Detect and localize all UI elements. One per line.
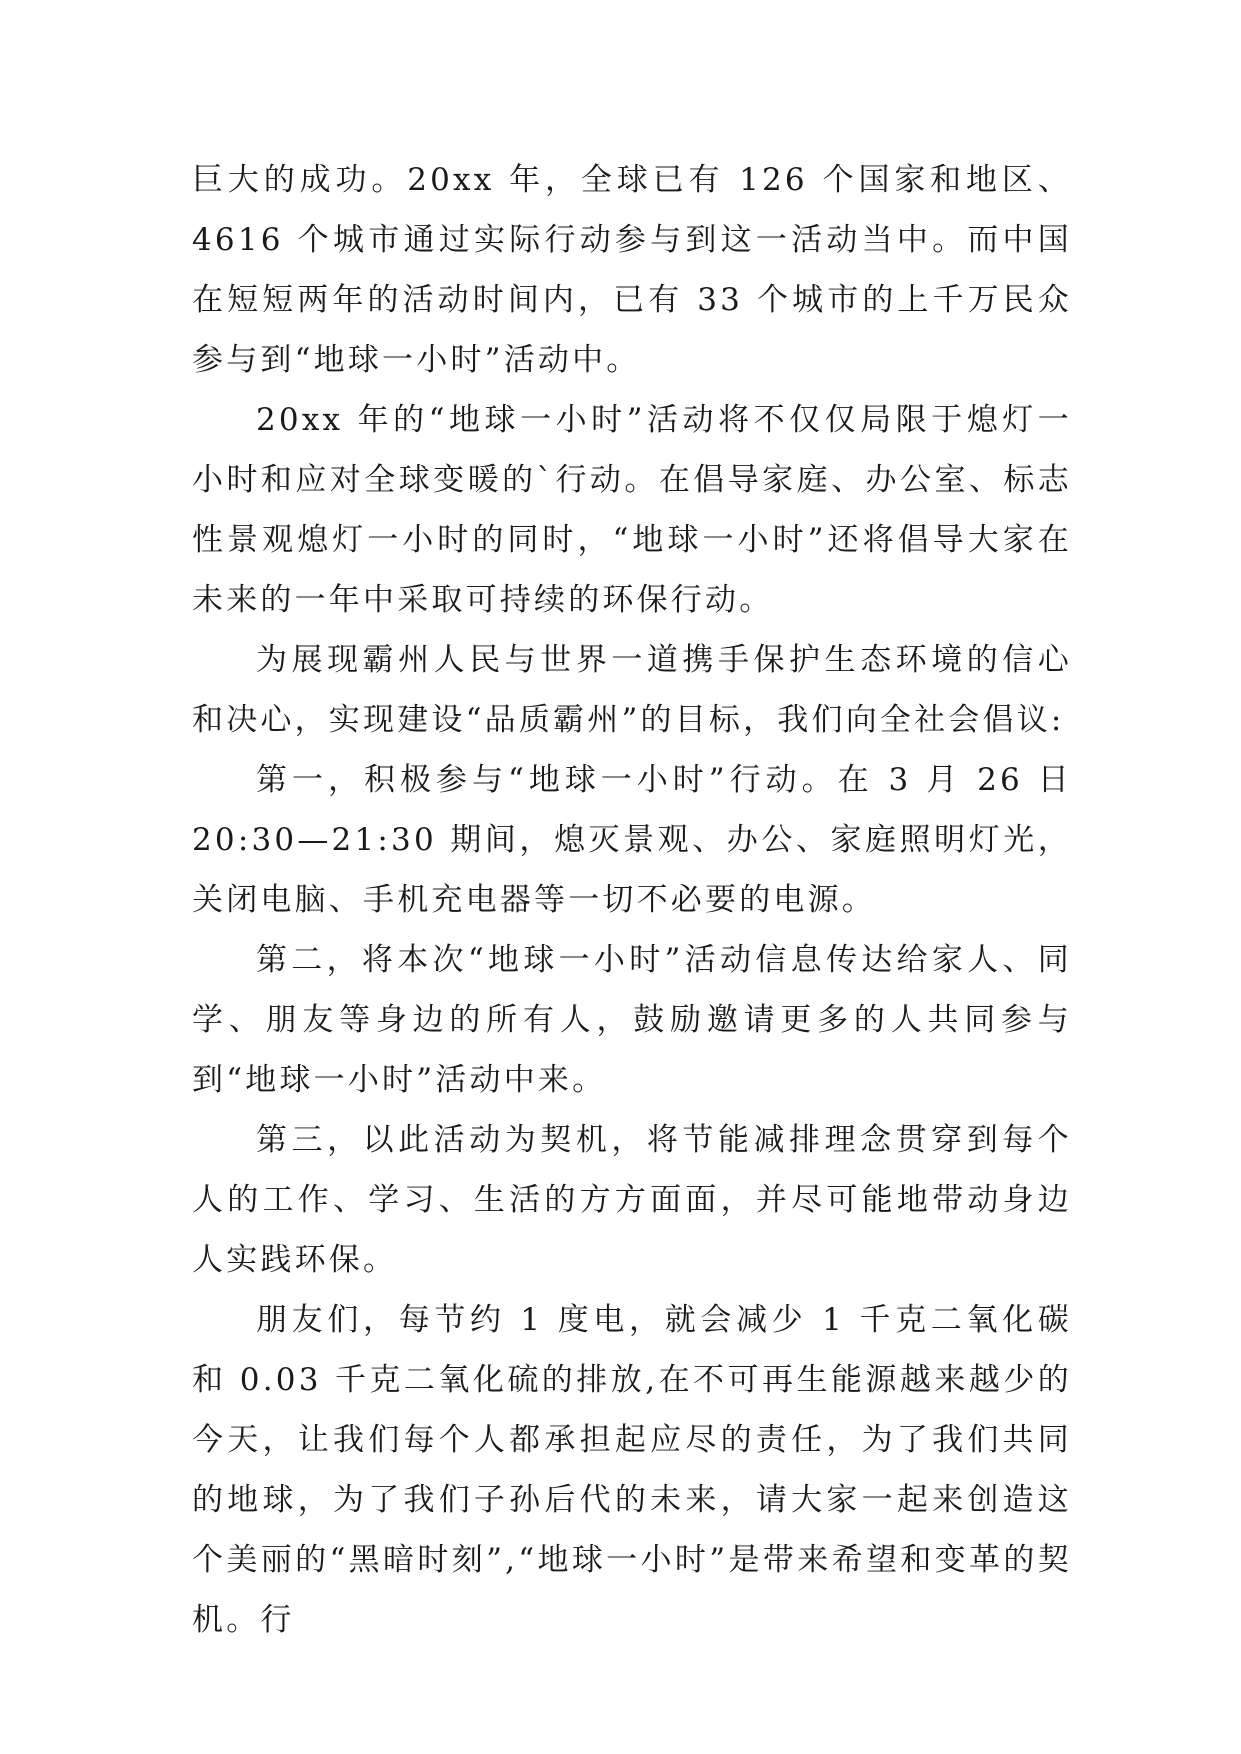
paragraph-6: 第三，以此活动为契机，将节能减排理念贯穿到每个人的工作、学习、生活的方方面面，并尽可能地带动身边人实践环保。 <box>192 1122 1072 1278</box>
paragraph-2: 20xx 年的“地球一小时”活动将不仅仅局限于熄灯一小时和应对全球变暖的`行动。在倡导家庭、办公室、标志性景观熄灯一小时的同时，“地球一小时”还将倡导大家在未来的一年中采取可持续的环保行动。 <box>192 402 1072 618</box>
paragraph-3: 为展现霸州人民与世界一道携手保护生态环境的信心和决心，实现建设“品质霸州”的目标，我们向全社会倡议: <box>192 642 1072 738</box>
paragraph-5: 第二，将本次“地球一小时”活动信息传达给家人、同学、朋友等身边的所有人，鼓励邀请更多的人共同参与到“地球一小时”活动中来。 <box>192 942 1072 1098</box>
paragraph-1: 巨大的成功。20xx 年，全球已有 126 个国家和地区、4616 个城市通过实际行动参与到这一活动当中。而中国在短短两年的活动时间内，已有 33 个城市的上千万民众参与到“地球一小时”活动中。 <box>192 162 1072 378</box>
paragraph-7: 朋友们，每节约 1 度电，就会减少 1 千克二氧化碳和 0.03 千克二氧化硫的排放,在不可再生能源越来越少的今天，让我们每个人都承担起应尽的责任，为了我们共同的地球，为了我们子孙后代的未来，请大家一起来创造这个美丽的“黑暗时刻”,“地球一小时”是带来希望和变革的契机。行 <box>192 1302 1072 1638</box>
paragraph-4: 第一，积极参与“地球一小时”行动。在 3 月 26 日 20:30—21:30 期间，熄灭景观、办公、家庭照明灯光，关闭电脑、手机充电器等一切不必要的电源。 <box>192 762 1072 918</box>
document-body <box>192 150 1072 1650</box>
